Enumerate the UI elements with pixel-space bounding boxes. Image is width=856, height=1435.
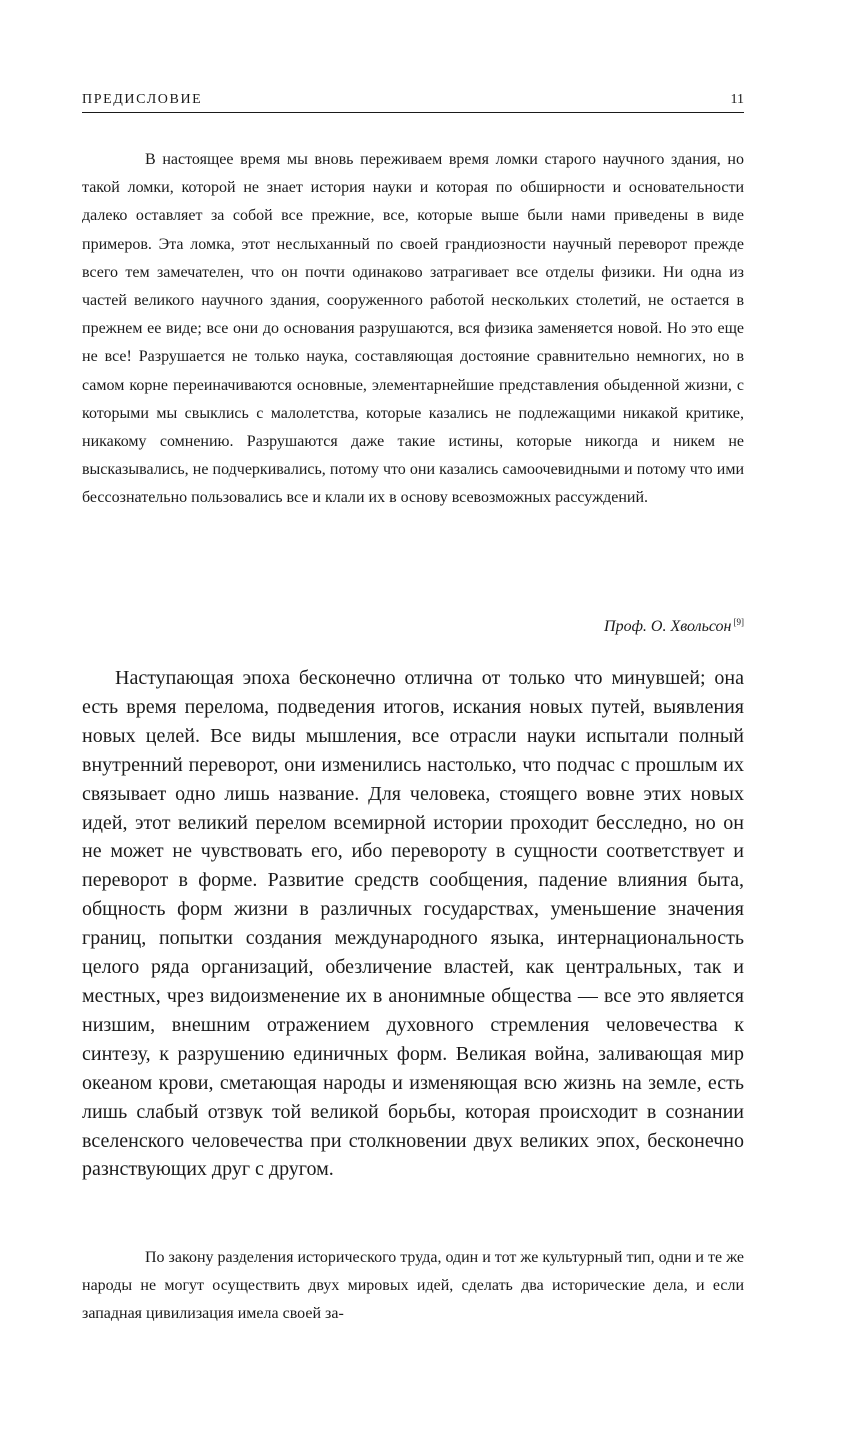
epigraph-author: Проф. О. Хвольсон — [604, 618, 732, 635]
running-title: ПРЕДИСЛОВИЕ — [82, 92, 203, 107]
footnote-ref: [9] — [733, 617, 744, 627]
main-paragraph: Наступающая эпоха бесконечно отлична от только что минувшей; она есть время перелома, подведения итогов, искания новых путей, выявления новых целей. Все виды мышления, все отрасли науки испытали полный внутренний переворот, они изменились настолько, что подчас с прошлым их связывает одно лишь название. Для человека, стоящего вовне этих новых идей, этот великий перелом всемирной истории проходит бесследно, но он не может не чувствовать его, ибо перевороту в сущности соответствует и переворот в форме. Развитие средств сообщения, падение влияния быта, общность форм жизни в различных государствах, уменьшение значения границ, попытки создания международного языка, интернациональность целого ряда организаций, обезличение властей, как центральных, так и местных, чрез видоизменение их в анонимные общества — все это является низшим, внешним отражением духовного стремления человечества к синтезу, к разрушению единичных форм. Великая война, заливающая мир океаном крови, сметающая народы и изменяющая всю жизнь на земле, есть лишь слабый отзвук той великой борьбы, которая происходит в сознании вселенского человечества при столкновении двух великих эпох, бесконечно разнствующих друг с другом. — [82, 667, 744, 1181]
book-page — [82, 0, 744, 1435]
epigraph-attribution — [604, 610, 744, 639]
running-head — [82, 90, 744, 113]
second-epigraph-text: По закону разделения исторического труда, один и тот же культурный тип, одни и те же народы не могут осуществить двух мировых идей, сделать два исторические дела, и если западная цивилизация имела своей за- — [82, 1249, 745, 1323]
epigraph-text: В настоящее время мы вновь переживаем время ломки старого научного здания, но такой ломки, которой не знает история науки и которая по обширности и основательности далеко оставляет за собой все прежние, все, которые выше были нами приведены в виде примеров. Эта ломка, этот неслыханный по своей грандиозности научный переворот прежде всего тем замечателен, что он почти одинаково затрагивает все отделы физики. Ни одна из частей великого научного здания, сооруженного работой нескольких столетий, не остается в прежнем ее виде; все они до основания разрушаются, вся физика заменяется новой. Но это еще не все! Разрушается не только наука, составляющая достояние сравнительно немногих, но в самом корне переиначиваются основные, элементарнейшие представления обыденной жизни, с которыми мы свыклись с малолетства, которые казались не подлежащими никакой критике, никакому сомнению. Разрушаются даже такие истины, которые никогда и никем не высказывались, не подчеркивались, потому что они казались самоочевидными и потому что ими бессознательно пользовались все и клали их в основу всевозможных рассуждений. — [82, 151, 744, 507]
page-number: 11 — [730, 92, 744, 107]
